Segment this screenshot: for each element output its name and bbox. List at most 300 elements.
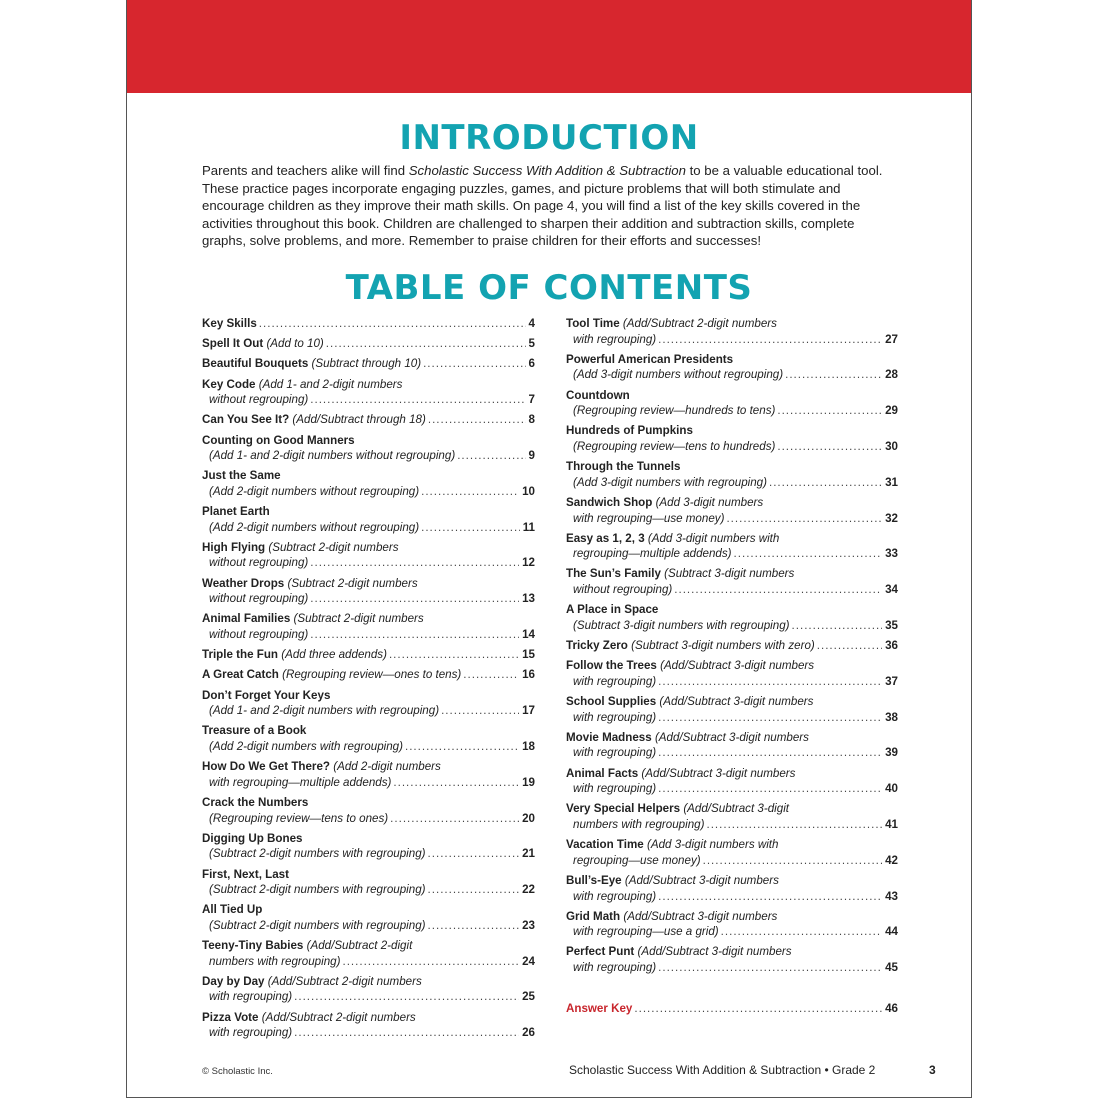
toc-entry-line (202, 611, 535, 627)
toc-entry-title: Don’t Forget Your Keys (202, 688, 331, 702)
toc-entry (202, 611, 535, 642)
toc-entry-title: Movie Madness (566, 730, 652, 744)
intro-text-end: to be a valuable educational tool. These practice pages incorporate engaging puzzles, games, and picture problems that will both stimulate and encourage children as they improve their math skills. On page 4, you will find a list of the key skills covered in the activities throughout this book. Children are challenged to sharpen their addition and subtraction skills, complete graphs, solve problems, and more. Remember to praise children for their efforts and successes! (202, 163, 883, 249)
toc-entry (202, 974, 535, 1005)
toc-entry (202, 831, 535, 862)
answer-key-title: Answer Key (566, 1002, 633, 1016)
toc-entry-line (202, 795, 535, 811)
toc-entry-title: Teeny-Tiny Babies (202, 939, 304, 953)
toc-entry-title: Key Skills (202, 317, 257, 330)
toc-entry-title: A Great Catch (202, 668, 279, 682)
toc-entry-page: 31 (885, 475, 898, 489)
toc-entry-line (202, 688, 535, 704)
toc-entry-description: regrouping—multiple addends) (573, 547, 732, 561)
toc-entry-line (202, 591, 535, 607)
toc-leader-dots (342, 954, 519, 970)
toc-entry-line (202, 356, 535, 372)
toc-entry-page: 43 (885, 889, 898, 903)
toc-entry-line (202, 954, 535, 970)
toc-leader-dots (792, 618, 883, 634)
toc-entry (566, 423, 898, 454)
toc-leader-dots (294, 989, 519, 1005)
toc-leader-dots (721, 924, 882, 940)
toc-entry-description: (Add three addends) (281, 648, 387, 662)
toc-entry-title: Spell It Out (202, 337, 264, 351)
toc-entry-line (566, 388, 898, 404)
toc-entry-description: (Add/Subtract 2-digit numbers (622, 317, 777, 330)
toc-entry-description: (Subtract 2-digit numbers with regrouping) (209, 883, 426, 897)
toc-entry-page: 18 (522, 739, 535, 753)
toc-entry (566, 873, 898, 904)
toc-leader-dots (294, 1025, 519, 1041)
toc-entry-line (566, 853, 898, 869)
toc-entry-description: (Regrouping review—tens to ones) (209, 811, 389, 825)
toc-entry (202, 433, 535, 464)
toc-entry-description: regrouping—use money) (573, 853, 701, 867)
toc-entry (566, 638, 898, 654)
toc-leader-dots (428, 918, 520, 934)
toc-entry-description: with regrouping) (573, 961, 657, 975)
toc-entry-title: Can You See It? (202, 413, 290, 427)
toc-leader-dots (428, 412, 526, 428)
toc-entry-line (202, 974, 535, 990)
toc-entry-line (566, 367, 898, 383)
toc-leader-dots (734, 546, 883, 562)
toc-entry (202, 377, 535, 408)
toc-entry-description: (Subtract 3-digit numbers (664, 567, 795, 581)
toc-entry (566, 658, 898, 689)
toc-entry-line (566, 546, 898, 562)
toc-entry-page: 34 (885, 583, 898, 597)
toc-entry-page: 8 (528, 413, 535, 427)
toc-entry (566, 766, 898, 797)
toc-entry-line (566, 801, 898, 817)
toc-entry (202, 576, 535, 607)
toc-entry (202, 316, 535, 332)
toc-leader-dots (390, 811, 519, 827)
toc-entry-title: Weather Drops (202, 576, 285, 590)
toc-entry-description: (Subtract 2-digit numbers (268, 540, 399, 554)
toc-entry-line (566, 960, 898, 976)
toc-entry-page: 11 (522, 520, 535, 534)
toc-leader-dots (428, 846, 520, 862)
toc-leader-dots (658, 781, 882, 797)
toc-entry-line (202, 627, 535, 643)
toc-entry-line (566, 618, 898, 634)
toc-entry (566, 909, 898, 940)
toc-entry (566, 944, 898, 975)
toc-leader-dots (405, 739, 519, 755)
toc-entry-title: Key Code (202, 377, 256, 391)
toc-entry-description: (Add/Subtract 3-digit numbers (660, 659, 815, 673)
toc-entry-line (202, 846, 535, 862)
toc-entry-line (566, 582, 898, 598)
toc-entry-line (202, 811, 535, 827)
toc-entry-page: 28 (885, 368, 898, 382)
toc-heading: TABLE OF CONTENTS (345, 268, 753, 308)
page-number: 3 (929, 1063, 936, 1077)
toc-entry-page: 13 (522, 592, 535, 606)
toc-entry (566, 837, 898, 868)
toc-leader-dots (389, 647, 519, 663)
toc-entry-title: Easy as 1, 2, 3 (566, 531, 645, 545)
toc-entry-line (202, 1010, 535, 1026)
toc-entry-line (202, 504, 535, 520)
toc-entry-line (566, 459, 898, 475)
toc-leader-dots (310, 392, 525, 408)
toc-entry (202, 647, 535, 663)
toc-entry-page: 27 (885, 332, 898, 346)
toc-entry-page: 5 (528, 337, 535, 351)
toc-entry-line (202, 576, 535, 592)
toc-entry-line (566, 475, 898, 491)
toc-leader-dots (310, 627, 519, 643)
toc-entry-line (202, 938, 535, 954)
toc-entry (202, 504, 535, 535)
toc-entry (566, 730, 898, 761)
toc-entry-description: (Add/Subtract 3-digit numbers (623, 909, 778, 923)
toc-entry-page: 30 (885, 439, 898, 453)
toc-entry-description: (Add 3-digit numbers with regrouping) (573, 475, 767, 489)
toc-leader-dots (785, 367, 882, 383)
toc-entry (202, 1010, 535, 1041)
toc-entry-line (566, 439, 898, 455)
toc-entry-line (202, 831, 535, 847)
toc-leader-dots (393, 775, 519, 791)
toc-entry-line (566, 837, 898, 853)
toc-entry-line (566, 332, 898, 348)
toc-leader-dots (817, 638, 882, 654)
toc-entry-description: with regrouping) (573, 674, 657, 688)
toc-entry-line (566, 924, 898, 940)
toc-column-left (202, 316, 535, 1045)
toc-entry-page: 14 (522, 628, 535, 642)
toc-leader-dots (428, 882, 520, 898)
toc-entry-line (202, 433, 535, 449)
toc-entry-line (202, 723, 535, 739)
toc-entry-title: Hundreds of Pumpkins (566, 424, 693, 438)
toc-entry-page: 7 (528, 393, 535, 407)
toc-entry-page: 15 (522, 648, 535, 662)
toc-entry-line (202, 392, 535, 408)
toc-entry (202, 902, 535, 933)
toc-entry-page: 12 (522, 556, 535, 570)
toc-entry-description: (Add/Subtract 3-digit numbers (654, 730, 809, 744)
toc-leader-dots (658, 889, 882, 905)
toc-leader-dots (634, 1001, 882, 1017)
toc-entry-line (202, 468, 535, 484)
toc-entry-description: (Regrouping review—hundreds to tens) (573, 404, 776, 418)
intro-book-title: Scholastic Success With Addition & Subtraction (408, 163, 686, 178)
toc-entry-line (566, 316, 898, 332)
toc-entry-page: 22 (522, 883, 535, 897)
toc-entry-title: Planet Earth (202, 505, 270, 519)
copyright: © Scholastic Inc. (202, 1066, 273, 1077)
toc-entry-line (566, 511, 898, 527)
toc-leader-dots (658, 710, 882, 726)
toc-entry-description: with regrouping) (573, 746, 657, 760)
toc-entry-title: Through the Tunnels (566, 460, 681, 474)
toc-entry-line (566, 944, 898, 960)
toc-entry (202, 540, 535, 571)
introduction-heading: INTRODUCTION (399, 118, 699, 158)
toc-entry-line (202, 867, 535, 883)
toc-entry-page: 41 (885, 817, 898, 831)
toc-entry-page: 45 (885, 961, 898, 975)
toc-entry-line (566, 909, 898, 925)
toc-entry-page: 33 (885, 547, 898, 561)
toc-leader-dots (421, 520, 520, 536)
toc-entry-line (566, 602, 898, 618)
toc-leader-dots (726, 511, 882, 527)
toc-entry-line (566, 566, 898, 582)
toc-entry-line (566, 352, 898, 368)
toc-entry-page: 10 (522, 484, 535, 498)
toc-entry-title: Just the Same (202, 469, 281, 483)
toc-entry (202, 356, 535, 372)
toc-entry-line (202, 316, 535, 332)
toc-entry-title: Counting on Good Manners (202, 433, 355, 447)
toc-entry-line (566, 423, 898, 439)
toc-entry-line (202, 882, 535, 898)
toc-entry-description: (Add/Subtract 3-digit numbers (641, 766, 796, 780)
toc-entry-description: (Add/Subtract 2-digit numbers (261, 1010, 416, 1024)
toc-spacer (566, 980, 898, 1001)
toc-entry-page: 44 (885, 925, 898, 939)
toc-entry-description: with regrouping) (573, 889, 657, 903)
toc-leader-dots (310, 555, 519, 571)
toc-entry-title: School Supplies (566, 695, 657, 708)
toc-entry-page: 21 (522, 847, 535, 861)
toc-entry-description: with regrouping—multiple addends) (209, 775, 392, 789)
toc-entry-title: Treasure of a Book (202, 724, 307, 738)
toc-entry-title: Bull’s-Eye (566, 873, 622, 887)
toc-leader-dots (421, 484, 519, 500)
toc-entry-page: 25 (522, 990, 535, 1004)
toc-entry-page: 16 (522, 668, 535, 682)
toc-entry-line (202, 739, 535, 755)
toc-entry-title: Animal Families (202, 612, 291, 626)
toc-entry-title: High Flying (202, 540, 266, 554)
toc-entry-description: without regrouping) (573, 583, 673, 597)
toc-entry (202, 336, 535, 352)
toc-entry-line (202, 377, 535, 393)
toc-entry-page: 42 (885, 853, 898, 867)
toc-entry (202, 688, 535, 719)
toc-entry-title: Tool Time (566, 317, 620, 330)
toc-entry (566, 316, 898, 347)
toc-entry-description: (Add 3-digit numbers with (647, 838, 779, 852)
toc-entry-line (566, 694, 898, 710)
toc-entry-page: 32 (885, 511, 898, 525)
toc-entry-description: (Add 1- and 2-digit numbers (258, 377, 403, 391)
toc-entry-line (202, 412, 535, 428)
intro-text-start: Parents and teachers alike will find (202, 163, 409, 178)
toc-entry-description: with regrouping—use a grid) (573, 925, 719, 939)
toc-entry (202, 667, 535, 683)
toc-entry-line (202, 540, 535, 556)
toc-entry-line (566, 873, 898, 889)
toc-entry-description: with regrouping) (209, 1026, 293, 1040)
toc-entry-description: (Add 3-digit numbers (655, 495, 764, 509)
toc-leader-dots (769, 475, 882, 491)
toc-entry-title: Triple the Fun (202, 648, 279, 662)
toc-entry (202, 468, 535, 499)
toc-entry (202, 795, 535, 826)
toc-entry-line (566, 658, 898, 674)
toc-entry-description: (Add 2-digit numbers (333, 760, 441, 774)
toc-entry-page: 4 (528, 317, 535, 330)
toc-entry-page: 37 (885, 674, 898, 688)
toc-entry-title: Countdown (566, 388, 630, 402)
toc-entry-description: (Subtract through 10) (311, 357, 422, 371)
toc-entry-title: Vacation Time (566, 838, 644, 852)
toc-entry-line (566, 638, 898, 654)
toc-entry-page: 29 (885, 404, 898, 418)
toc-leader-dots (326, 336, 526, 352)
toc-leader-dots (777, 439, 882, 455)
toc-entry-description: (Add/Subtract 3-digit numbers (637, 945, 792, 959)
toc-entry-page: 9 (528, 449, 535, 463)
toc-entry (566, 694, 898, 725)
toc-entry-title: Digging Up Bones (202, 831, 303, 845)
toc-entry-description: (Add/Subtract 3-digit numbers (659, 695, 814, 708)
toc-entry-title: Animal Facts (566, 766, 639, 780)
toc-entry-description: (Subtract 2-digit numbers with regrouping) (209, 847, 426, 861)
toc-entry (202, 723, 535, 754)
toc-entry-line (202, 775, 535, 791)
toc-entry-page: 35 (885, 618, 898, 632)
toc-entry-line (202, 667, 535, 683)
toc-entry-line (202, 484, 535, 500)
toc-entry-line (202, 336, 535, 352)
toc-entry-description: (Subtract 3-digit numbers with zero) (631, 639, 815, 653)
toc-entry-description: (Regrouping review—tens to hundreds) (573, 439, 776, 453)
toc-entry-description: without regrouping) (209, 628, 309, 642)
toc-entry-title: Sandwich Shop (566, 495, 653, 509)
toc-entry-title: Pizza Vote (202, 1010, 259, 1024)
toc-entry-page: 24 (522, 954, 535, 968)
toc-entry-description: without regrouping) (209, 592, 309, 606)
toc-leader-dots (310, 591, 519, 607)
book-footer-title: Scholastic Success With Addition & Subtraction • Grade 2 (569, 1063, 876, 1077)
toc-leader-dots (706, 817, 882, 833)
toc-entry-page: 17 (522, 704, 535, 718)
toc-leader-dots (423, 356, 525, 372)
toc-leader-dots (658, 332, 882, 348)
toc-entry-line (566, 889, 898, 905)
toc-leader-dots (457, 448, 525, 464)
toc-entry-title: How Do We Get There? (202, 760, 330, 774)
toc-leader-dots (259, 316, 526, 332)
toc-entry-line (566, 674, 898, 690)
answer-key-page: 46 (885, 1002, 898, 1016)
toc-entry-title: Crack the Numbers (202, 795, 309, 809)
toc-entry-title: Grid Math (566, 909, 621, 923)
toc-entry-description: (Add to 10) (266, 337, 324, 351)
toc-entry-line (566, 710, 898, 726)
toc-entry-line (202, 1025, 535, 1041)
toc-entry-description: with regrouping) (573, 710, 657, 724)
toc-entry-line (566, 745, 898, 761)
toc-entry-title: The Sun’s Family (566, 567, 661, 581)
toc-entry-title: First, Next, Last (202, 867, 289, 881)
toc-entry-description: (Subtract 3-digit numbers with regrouping) (573, 618, 790, 632)
toc-entry-title: Tricky Zero (566, 639, 628, 653)
toc-entry (566, 801, 898, 832)
toc-entry-page: 20 (522, 811, 535, 825)
toc-entry-line (202, 918, 535, 934)
toc-leader-dots (441, 703, 519, 719)
toc-entry-line (202, 448, 535, 464)
toc-entry-line (566, 781, 898, 797)
toc-entry-title: Very Special Helpers (566, 802, 681, 816)
toc-entry-description: with regrouping) (573, 332, 657, 346)
toc-entry-title: Follow the Trees (566, 659, 657, 673)
toc-entry-description: numbers with regrouping) (209, 954, 341, 968)
toc-entry-page: 19 (522, 775, 535, 789)
toc-entry-line (566, 1001, 898, 1017)
toc-entry (202, 867, 535, 898)
toc-entry-description: (Add/Subtract 2-digit numbers (267, 974, 422, 988)
toc-entry-description: (Subtract 2-digit numbers (293, 612, 424, 626)
toc-entry-line (566, 766, 898, 782)
toc-entry-description: numbers with regrouping) (573, 817, 705, 831)
toc-leader-dots (658, 960, 882, 976)
toc-entry-description: (Add 1- and 2-digit numbers without regrouping) (209, 449, 456, 463)
toc-entry-description: (Subtract 2-digit numbers with regrouping) (209, 918, 426, 932)
toc-entry-line (202, 520, 535, 536)
toc-entry-line (566, 817, 898, 833)
toc-entry-description: (Add/Subtract 3-digit numbers (624, 873, 779, 887)
toc-entry-description: (Add/Subtract through 18) (292, 413, 426, 427)
toc-entry-line (202, 989, 535, 1005)
toc-entry-line (202, 555, 535, 571)
header-banner (127, 0, 971, 93)
toc-entry (566, 602, 898, 633)
toc-entry-title: Day by Day (202, 974, 265, 988)
toc-entry-description: with regrouping) (209, 990, 293, 1004)
toc-column-right (566, 316, 898, 1021)
toc-entry-description: (Add 2-digit numbers without regrouping) (209, 484, 420, 498)
toc-leader-dots (777, 403, 882, 419)
toc-leader-dots (463, 667, 519, 683)
toc-entry-description: (Add 1- and 2-digit numbers with regrouping) (209, 704, 440, 718)
toc-entry-answer-key (566, 1001, 898, 1017)
toc-entry-description: with regrouping—use money) (573, 511, 725, 525)
toc-entry (202, 759, 535, 790)
toc-entry-description: (Add 3-digit numbers without regrouping) (573, 368, 784, 382)
toc-entry-page: 23 (522, 918, 535, 932)
toc-entry-line (202, 703, 535, 719)
toc-entry-description: (Regrouping review—ones to tens) (282, 668, 462, 682)
toc-entry-title: Powerful American Presidents (566, 352, 734, 366)
toc-entry-description: with regrouping) (573, 782, 657, 796)
toc-entry (566, 459, 898, 490)
toc-entry-description: without regrouping) (209, 556, 309, 570)
toc-entry-line (566, 730, 898, 746)
document-page (126, 0, 972, 1098)
toc-entry (566, 566, 898, 597)
toc-entry (566, 495, 898, 526)
toc-entry-line (202, 902, 535, 918)
toc-entry (566, 352, 898, 383)
toc-entry-description: (Add 3-digit numbers with (647, 531, 780, 545)
toc-entry-page: 39 (885, 746, 898, 760)
toc-entry-line (566, 531, 898, 547)
introduction-paragraph (202, 162, 898, 250)
toc-entry-title: Beautiful Bouquets (202, 357, 309, 371)
